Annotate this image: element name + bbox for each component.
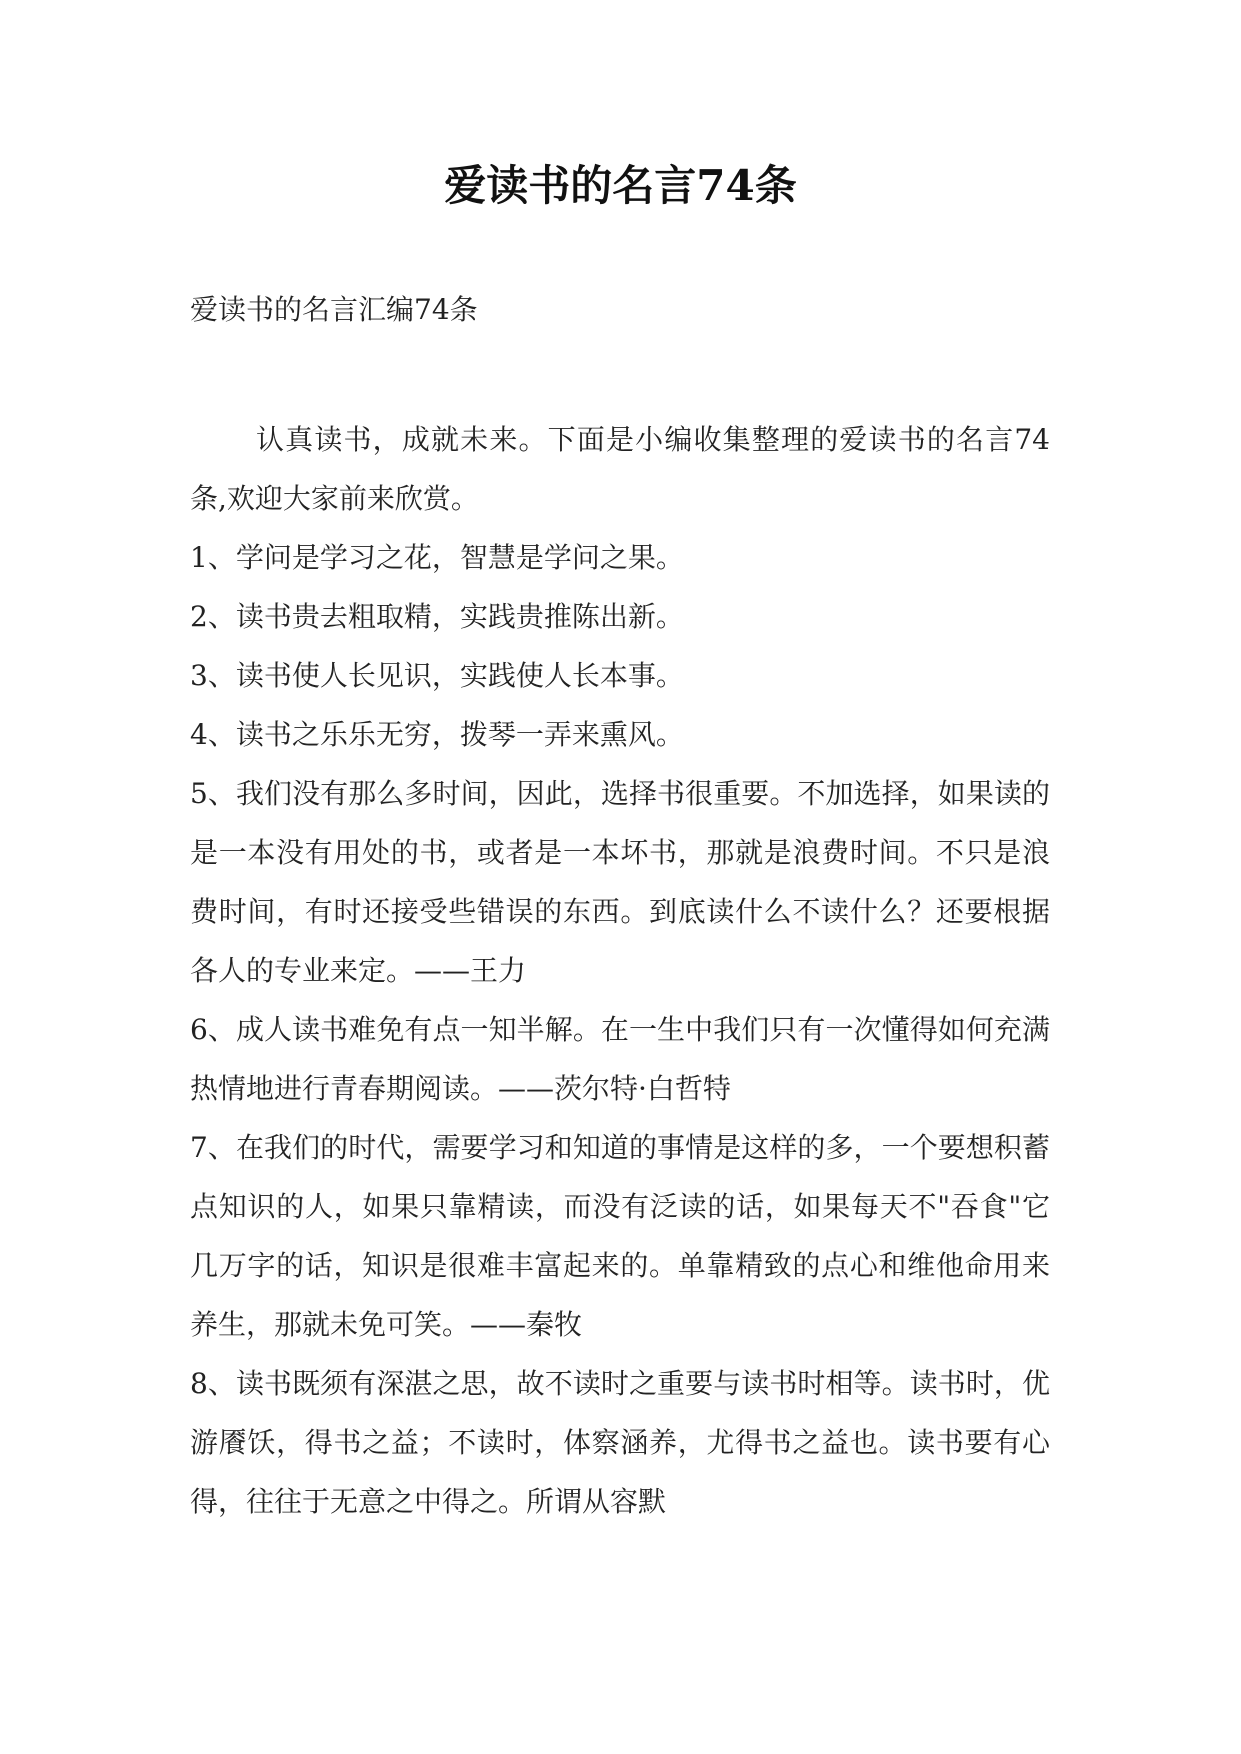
quote-item-7: 7、在我们的时代，需要学习和知道的事情是这样的多，一个要想积蓄点知识的人，如果只靠精读，而没有泛读的话，如果每天不"吞食"它几万字的话，知识是很难丰富起来的。单靠精致的点心和维他命用来养生，那就未免可笑。——秦牧 <box>190 1131 1050 1341</box>
quote-item-6: 6、成人读书难免有点一知半解。在一生中我们只有一次懂得如何充满热情地进行青春期阅读。——茨尔特·白哲特 <box>190 1013 1050 1105</box>
intro-paragraph: 认真读书，成就未来。下面是小编收集整理的爱读书的名言74条,欢迎大家前来欣赏。 <box>190 423 1050 515</box>
quote-item-1: 1、学问是学习之花，智慧是学问之果。 <box>190 541 684 574</box>
document-subtitle: 爱读书的名言汇编74条 <box>190 293 478 326</box>
quote-item-5: 5、我们没有那么多时间，因此，选择书很重要。不加选择，如果读的是一本没有用处的书，或者是一本坏书，那就是浪费时间。不只是浪费时间，有时还接受些错误的东西。到底读什么不读什么？还要根据各人的专业来定。——王力 <box>190 777 1050 987</box>
quote-item-2: 2、读书贵去粗取精，实践贵推陈出新。 <box>190 600 684 633</box>
quote-item-8: 8、读书既须有深湛之思，故不读时之重要与读书时相等。读书时，优游餍饫，得书之益；不读时，体察涵养，尤得书之益也。读书要有心得，往往于无意之中得之。所谓从容默 <box>190 1367 1050 1518</box>
document-body <box>190 410 1050 1531</box>
document-title: 爱读书的名言74条 <box>444 161 797 210</box>
quote-item-3: 3、读书使人长见识，实践使人长本事。 <box>190 659 684 692</box>
quote-item-4: 4、读书之乐乐无穷，拨琴一弄来熏风。 <box>190 718 684 751</box>
